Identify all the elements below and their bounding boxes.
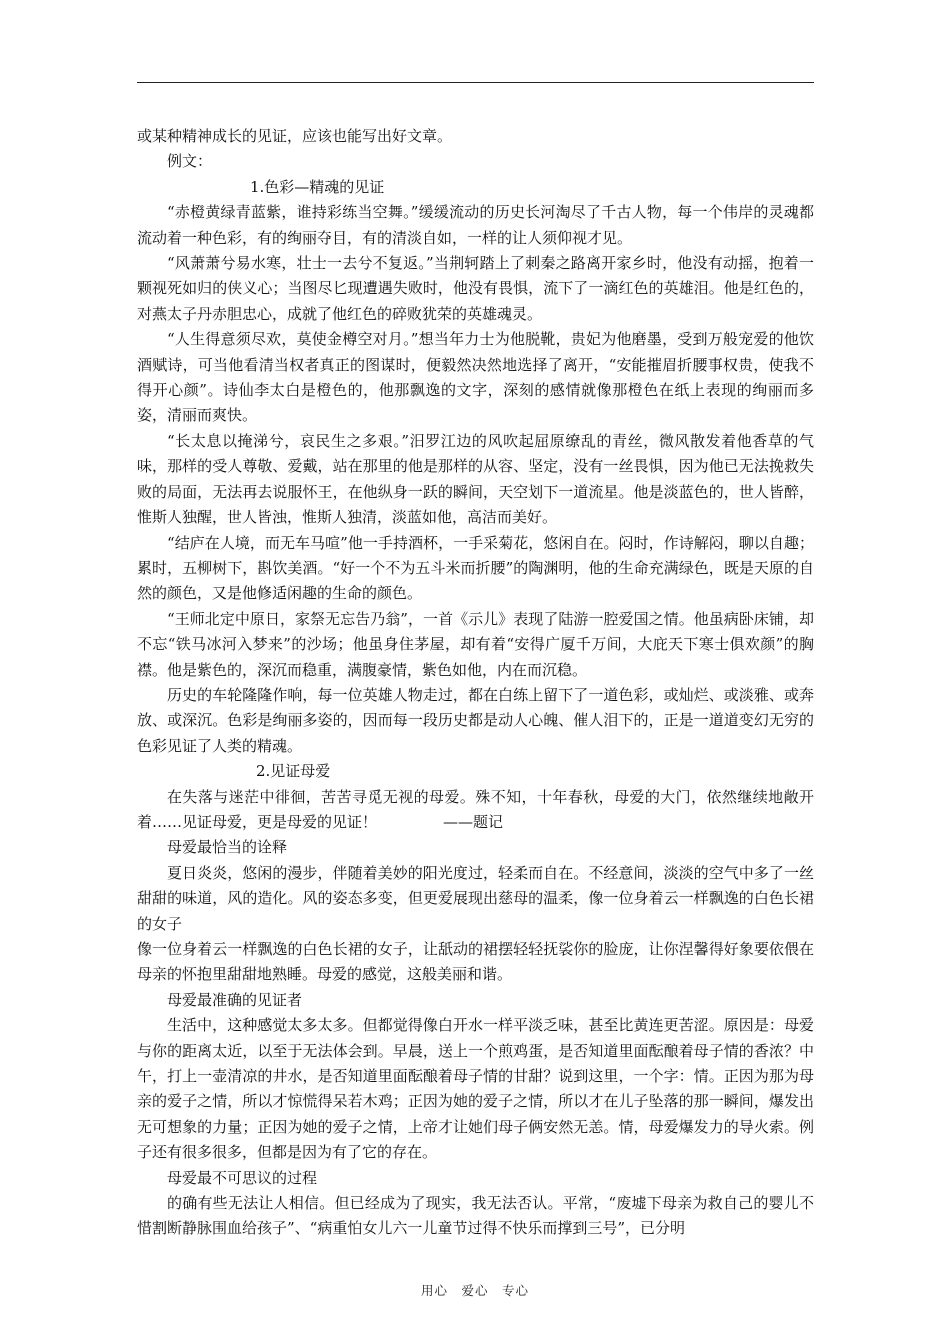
paragraph: 历史的车轮隆隆作响，每一位英雄人物走过，都在白练上留下了一道色彩，或灿烂、或淡雅、或奔放、或深沉。色彩是绚丽多姿的，因而每一段历史都是动人心魄、催人泪下的，正是一道道变幻无穷的色彩见证了人类的精魂。 (137, 685, 814, 755)
paragraph: 生活中，这种感觉太多太多。但都觉得像白开水一样平淡乏味，甚至比黄连更苦涩。原因是：母爱与你的距离太近，以至于无法体会到。早晨，送上一个煎鸡蛋，是否知道里面酝酿着母子情的香浓？中午，打上一壶清凉的井水，是否知道里面酝酿着母子情的甘甜？说到这里，一个字：情。正因为那为母亲的爱子之情，所以才惊慌得呆若木鸡；正因为她的爱子之情，所以才在儿子坠落的那一瞬间，爆发出无可想象的力量；正因为她的爱子之情，上帝才让她们母子俩安然无恙。情，母爱爆发力的导火索。例子还有很多很多，但都是因为有了它的存在。 (137, 1016, 814, 1162)
subheading: 母爱最恰当的诠释 (167, 838, 288, 857)
paragraph: “人生得意须尽欢，莫使金樽空对月。”想当年力士为他脱靴，贵妃为他磨墨，受到万般宠爱的他饮酒赋诗，可当他看清当权者真正的图谋时，便毅然决然地选择了离开，“安能摧眉折腰事权贵，使我不得开心颜”。诗仙李太白是橙色的，他那飘逸的文字，深刻的感情就像那橙色在纸上表现的绚丽而多姿，清丽而爽快。 (137, 330, 814, 425)
paragraph: “结庐在人境，而无车马喧”他一手持酒杯，一手采菊花，悠闲自在。闷时，作诗解闷，聊以自趣；累时，五柳树下，斟饮美酒。“好一个不为五斗米而折腰”的陶渊明，他的生命充满绿色，既是天原的自然的颜色，又是他修适闲趣的生命的颜色。 (137, 533, 814, 603)
paragraph-epigraph (137, 785, 814, 836)
subheading: 母爱最不可思议的过程 (167, 1168, 318, 1187)
paragraph: 的确有些无法让人相信。但已经成为了现实，我无法否认。平常，“废墟下母亲为救自己的婴儿不惜割断静脉围血给孩子”、“病重怕女儿六一儿童节过得不快乐而撑到三号”，已分明 (137, 1194, 814, 1238)
paragraph: 或某种精神成长的见证，应该也能写出好文章。 (137, 127, 453, 145)
header-rule (137, 82, 814, 83)
paragraph: “赤橙黄绿青蓝紫，谁持彩练当空舞。”缓缓流动的历史长河淘尽了千古人物，每一个伟岸的灵魂都流动着一种色彩，有的绚丽夺目，有的清淡自如，一样的让人须仰视才见。 (137, 203, 814, 247)
paragraph: “王师北定中原日，家祭无忘告乃翁”，一首《示儿》表现了陆游一腔爱国之情。他虽病卧床铺，却不忘“铁马冰河入梦来”的沙场；他虽身住茅屋，却有着“安得广厦千万间，大庇天下寒士俱欢颜”的胸襟。他是紫色的，深沉而稳重，满腹豪情，紫色如他，内在而沉稳。 (137, 609, 814, 679)
page-footer: 用心 爱心 专心 (420, 1283, 529, 1298)
paragraph: “长太息以掩涕兮，哀民生之多艰。”汨罗江边的风吹起屈原缭乱的青丝，微风散发着他香草的气味，那样的受人尊敬、爱戴，站在那里的他是那样的从容、坚定，没有一丝畏惧，因为他已无法挽救失败的局面，无法再去说服怀王，在他纵身一跃的瞬间，天空划下一道流星。他是淡蓝色的，世人皆醉，惟斯人独醒，世人皆浊，惟斯人独清，淡蓝如他，高洁而美好。 (137, 431, 814, 527)
section-heading-2: 2.见证母爱 (256, 762, 331, 781)
section-heading-1: 1.色彩—精魂的见证 (250, 177, 385, 196)
subheading: 母爱最准确的见证者 (167, 990, 303, 1009)
epigraph-text: 在失落与迷茫中徘徊，苦苦寻觅无视的母爱。殊不知，十年春秋，母爱的大门，依然继续地敞开着……见证母爱，更是母爱的见证！ (137, 787, 814, 831)
paragraph: “风萧萧兮易水寒，壮士一去兮不复返。”当荆轲踏上了刺秦之路离开家乡时，他没有动摇，抱着一颗视死如归的侠义心；当图尽匕现遭遇失败时，他没有畏惧，流下了一滴红色的英雄泪。他是红色的，对燕太子丹赤胆忠心，成就了他红色的碎败犹荣的英雄魂灵。 (137, 254, 814, 323)
paragraph-example-label: 例文： (167, 152, 213, 171)
epigraph-signature: ——题记 (443, 812, 504, 831)
paragraph: 夏日炎炎，悠闲的漫步，伴随着美妙的阳光度过，轻柔而自在。不经意间，淡淡的空气中多了一丝甜甜的味道，风的造化。风的姿态多变，但更爱展现出慈母的温柔，像一位身着云一样飘逸的白色长裙的女子 (137, 863, 814, 933)
paragraph: 像一位身着云一样飘逸的白色长裙的女子，让舐动的裙摆轻轻抚裟你的脸庞，让你涅馨得好象要依偎在母亲的怀抱里甜甜地熟睡。母爱的感觉，这般美丽和谐。 (137, 940, 814, 984)
document-body (137, 124, 814, 1242)
